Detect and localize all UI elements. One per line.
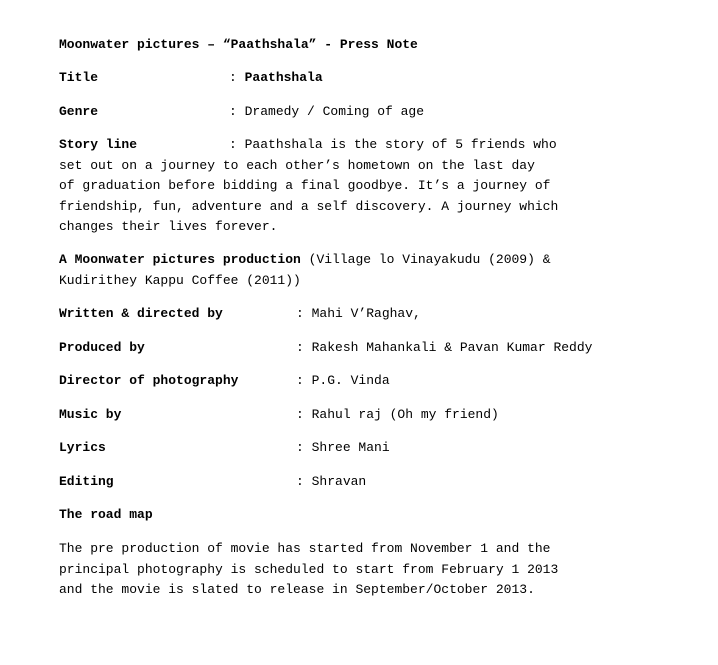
roadmap-heading: The road map (59, 507, 153, 522)
storyline-line-5: changes their lives forever. (59, 219, 278, 234)
separator: : (296, 373, 312, 388)
separator: : (296, 340, 312, 355)
separator: : (296, 407, 312, 422)
separator: : (296, 306, 312, 321)
storyline-line-1: Paathshala is the story of 5 friends who (244, 137, 557, 152)
credit-row-dop (59, 371, 390, 392)
credit-label: Written & directed by (59, 306, 223, 321)
credit-value: Mahi V’Raghav, (311, 306, 421, 321)
production-line-1-rest: (Village lo Vinayakudu (2009) & (308, 252, 551, 267)
credit-row-music (59, 405, 499, 426)
title-row (59, 68, 323, 89)
storyline-line-4: friendship, fun, adventure and a self discovery. A journey which (59, 198, 559, 214)
title-label: Title (59, 70, 99, 85)
storyline-line-3: of graduation before bidding a final goodbye. It’s a journey of (59, 178, 551, 193)
credit-row-editing (59, 472, 366, 493)
genre-label: Genre (59, 104, 99, 119)
storyline-line-2: set out on a journey to each other’s hometown on the last day (59, 157, 535, 173)
credit-value: Shree Mani (311, 440, 390, 455)
separator: : (296, 474, 312, 489)
credit-value: Rahul raj (Oh my friend) (311, 407, 499, 422)
genre-value: Dramedy / Coming of age (244, 104, 425, 119)
genre-row (59, 102, 424, 123)
roadmap-line-2: principal photography is scheduled to start from February 1 2013 (59, 561, 559, 577)
credit-row-producer (59, 338, 592, 359)
credit-row-lyrics (59, 438, 390, 459)
credit-value: P.G. Vinda (311, 373, 390, 388)
storyline-label: Story line (59, 137, 138, 152)
separator: : (229, 104, 245, 119)
title-value: Paathshala (244, 70, 323, 85)
credit-label: Director of photography (59, 373, 239, 388)
storyline-row (59, 135, 557, 156)
separator: : (229, 70, 245, 85)
production-line-2: Kudirithey Kappu Coffee (2011)) (59, 272, 301, 288)
credit-value: Shravan (311, 474, 367, 489)
credit-label: Produced by (59, 340, 145, 355)
credit-value: Rakesh Mahankali & Pavan Kumar Reddy (311, 340, 593, 355)
credit-label: Lyrics (59, 440, 106, 455)
credit-row-writer (59, 304, 421, 325)
credit-label: Editing (59, 474, 114, 489)
roadmap-line-1: The pre production of movie has started from November 1 and the (59, 541, 551, 556)
credit-label: Music by (59, 407, 122, 422)
separator: : (229, 137, 245, 152)
separator: : (296, 440, 312, 455)
production-label: A Moonwater pictures production (59, 252, 301, 267)
roadmap-line-3: and the movie is slated to release in September/October 2013. (59, 582, 535, 597)
production-line-1 (59, 250, 551, 271)
document-header: Moonwater pictures – “Paathshala” - Press Note (59, 37, 418, 52)
